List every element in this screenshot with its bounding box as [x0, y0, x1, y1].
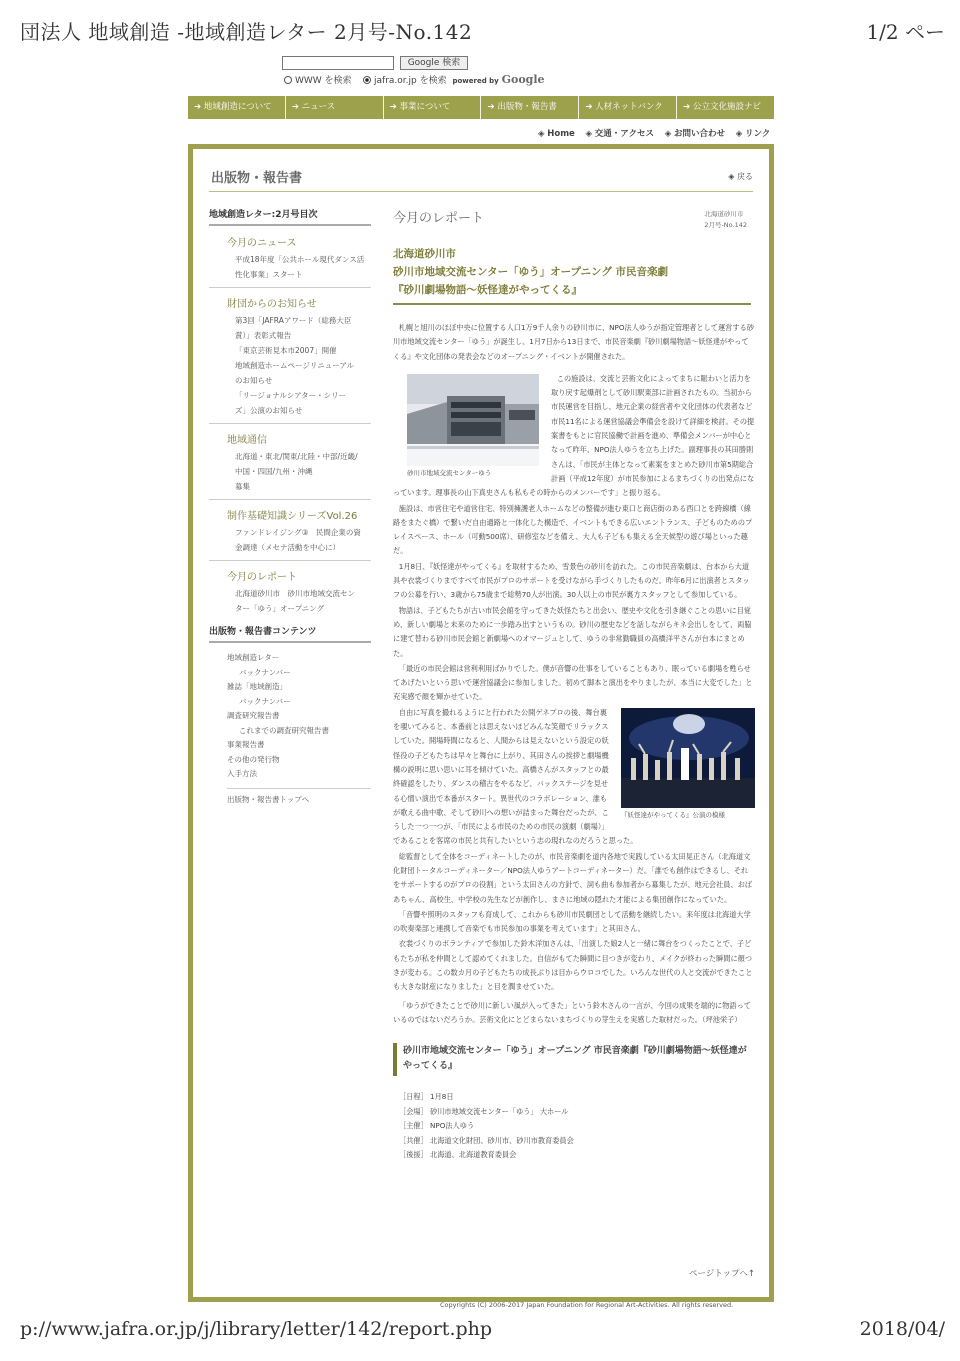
sidebar-link[interactable]: 賞）」表彰式報告	[235, 331, 292, 340]
sidebar-link[interactable]: 北海道砂川市 砂川市地域交流セン	[235, 589, 355, 598]
sidebar-link[interactable]: ファンドレイジング③ 民間企業の資	[235, 528, 361, 537]
sidebar-link[interactable]: 性化事業」スタート	[235, 270, 303, 279]
sidebar-group-title[interactable]: 財団からのお知らせ	[227, 299, 317, 310]
report-heading: 今月のレポート	[393, 211, 485, 226]
google-logo: Google	[501, 73, 545, 86]
subnav-access[interactable]: ◈ 交通・アクセス	[585, 129, 655, 139]
search-scope	[284, 73, 545, 86]
sidebar-link[interactable]: 中国・四国/九州・沖縄	[235, 467, 313, 476]
sidebar-group-title[interactable]: 今月のレポート	[227, 572, 297, 583]
sidebar-link[interactable]: 募集	[235, 482, 250, 491]
sidebar-link[interactable]: ター「ゆう」オープニング	[235, 604, 325, 613]
radio-site[interactable]	[363, 76, 371, 84]
sidebar-link[interactable]: 「リージョナルシアター・シリー	[235, 391, 347, 400]
article-lead: 札幌と旭川のほぼ中央に位置する人口1万9千人余りの砂川市に、NPO法人ゆうが指定管理者として運営する砂川市地域交流センター「ゆう」が誕生し、1月7日から13日まで、市民音楽劇『砂川劇場物語～妖怪達がやってくる』や文化団体の発表会などのオープニング・イベントが開催された。	[393, 323, 754, 361]
sidebar	[209, 207, 371, 807]
nav-item-about[interactable]: ➔ 地域創造について	[188, 96, 286, 119]
event-info-title: 砂川市地域交流センター「ゆう」オープニング 市民音楽劇『砂川劇場物語～妖怪達がやってくる』	[393, 1043, 755, 1076]
report-header	[393, 207, 755, 243]
article-body	[393, 372, 755, 1027]
article-paragraph: 「最近の市民会館は営利利用ばかりでした。僕が音響の仕事をしていることもあり、眠っている劇場を甦らせてあげたいという思いで運営協議会に参加しました。初めて脚本と演出をやりましたが、本当に大変でした」と充実感で顔を輝かせていた。	[393, 663, 753, 702]
subnav-links[interactable]: ◈ リンク	[735, 129, 771, 139]
sidebar-group-title[interactable]: 今月のニュース	[227, 238, 297, 249]
sidebar-group-title[interactable]: 制作基礎知識シリーズVol.26	[227, 511, 358, 522]
radio-site-label: jafra.or.jp を検索	[374, 76, 447, 86]
article-paragraph: 「ゆうができたことで砂川に新しい風が入ってきた」という鈴木さんの一言が、今回の成果を端的に物語っているのではないだろうか。芸術文化にとどまらないまちづくりの芽生えを実感した取材だった。（坪池栄子）	[393, 1000, 751, 1024]
article-paragraph: 施設は、市営住宅や道営住宅、特別擁護老人ホームなどの整備が進む東口と商店街のある西口とを跨線橋（線路をまたぐ橋）で繋いだ自由通路と一体化した構造で、イベントもできる広いエントランス、子どものためのプレイスペース、ホール（可動500席）、研修室などを備え、大人も子どもも集える全天候型の遊び場といった趣だ。	[393, 503, 753, 556]
event-info-list	[393, 1090, 755, 1163]
section-title: 出版物・報告書	[211, 171, 303, 186]
article	[393, 207, 755, 1163]
powered-by-label: powered by	[452, 77, 499, 85]
performance-photo-caption: 『妖怪達がやってくる』公演の模様	[621, 810, 725, 819]
back-link[interactable]: ◈ 戻る	[728, 172, 753, 181]
sidebar-link[interactable]: 雑誌「地域創造」	[227, 682, 287, 691]
article-paragraph: 衣裳づくりのボランティアで参加した鈴木洋加さんは、「出演した娘2人と一緒に舞台をつくったことで、子どもたちが私を仲間として認めてくれました。自信がもてた瞬間に目つきが変わり、メイクが終わった瞬間に顔つきが変わる。この数カ月の子どもたちの成長ぶりは目からウロコでした。いろんな世代の人と交流ができたことも大きな財産になりました」と目を潤ませていた。	[393, 939, 753, 992]
article-paragraph: 「音響や照明のスタッフも育成して、これからも砂川市民劇団として活動を継続したい。来年度は北海道大学の吹奏楽部と連携して音楽でも市民参加の事業を考えています」と其田さん。	[393, 909, 751, 934]
sidebar-link[interactable]: 金調達（メセナ活動を中心に）	[235, 543, 340, 552]
sidebar-contents-heading: 出版物・報告書コンテンツ	[209, 621, 371, 643]
print-page-title: 団法人 地域創造 -地域創造レター 2月号-No.142	[20, 20, 473, 44]
sidebar-link[interactable]: 北海道・東北/関東/北陸・中部/近畿/	[235, 452, 358, 461]
article-title: 北海道砂川市 砂川市地域交流センター「ゆう」オープニング 市民音楽劇 『砂川劇場物語～妖怪達がやってくる』	[393, 248, 668, 296]
sidebar-link[interactable]: 第3回「JAFRAアワード（総務大臣	[235, 316, 352, 325]
search-input[interactable]	[282, 56, 394, 70]
sidebar-link[interactable]: バックナンバー	[239, 667, 291, 677]
sidebar-top-link[interactable]: 出版物・報告書トップへ	[227, 788, 371, 808]
facility-photo-caption: 砂川市地域交流センターゆう	[407, 468, 492, 477]
event-info-item: ［会場］ 砂川市地域交流センター「ゆう」 大ホール	[399, 1106, 569, 1116]
event-info-item: ［後援］ 北海道、北海道教育委員会	[399, 1150, 517, 1160]
sidebar-group-notices	[209, 293, 371, 424]
event-info-item: ［日程］ 1月8日	[399, 1092, 454, 1102]
utility-nav	[530, 127, 770, 139]
subnav-contact[interactable]: ◈ お問い合わせ	[664, 129, 725, 139]
sidebar-contents-list	[209, 651, 371, 807]
divider	[209, 191, 753, 192]
google-search-button[interactable]: Google 検索	[400, 56, 468, 70]
sidebar-link[interactable]: これまでの調査研究報告書	[239, 725, 329, 735]
nav-item-talent-bank[interactable]: ➔ 人材ネットバンク	[579, 96, 677, 119]
nav-item-facility-navi[interactable]: ➔ 公立文化施設ナビ	[683, 102, 761, 112]
nav-item-news[interactable]: ➔ ニュース	[286, 96, 384, 119]
performance-photo-image	[621, 708, 755, 808]
sidebar-link[interactable]: 調査研究報告書	[227, 711, 280, 720]
sidebar-link[interactable]: その他の発行物	[227, 754, 280, 764]
sidebar-link[interactable]: 入手方法	[227, 769, 257, 778]
sidebar-group-news	[209, 232, 371, 288]
sidebar-heading: 地域創造レター:2月号目次	[209, 207, 371, 226]
sidebar-group-series	[209, 505, 371, 561]
nav-item-programs[interactable]: ➔ 事業について	[384, 96, 482, 119]
page-top-link[interactable]: ページトップへ↑	[688, 1269, 755, 1279]
nav-item-publications[interactable]: ➔ 出版物・報告書	[481, 96, 579, 119]
performance-photo	[621, 708, 755, 819]
print-page-number: 1/2 ペー	[866, 20, 945, 44]
sidebar-link[interactable]: 「東京芸術見本市2007」開催	[235, 346, 337, 355]
sidebar-link[interactable]: 平成18年度「公共ホール現代ダンス活	[235, 255, 365, 264]
article-paragraph: この施設は、交流と芸術文化によってまちに賑わいと活力を取り戻す起爆剤として砂川駅東部に計画されたもの。当初から市民運営を目指し、地元企業の経営者や文化団体の代表者など市民11名による運営協議会準備会を設けて詳細を検討。その提案書をもとに官民協働で計画を進め、準備会メンバーが中心となって昨年、NPO法人ゆうを立ち上げた。副理事長の其田勝則さんは、「市民が主体となって素案をまとめた砂川市第5期総合計画（平成12年度）が市民参加によるまちづくりの出発点になっています。理事長の山下真史さんも私もその時からのメンバーです」と振り返る。	[393, 373, 755, 498]
print-footer	[20, 1318, 945, 1348]
radio-www[interactable]	[284, 76, 292, 84]
global-nav	[188, 96, 774, 119]
sidebar-link[interactable]: のお知らせ	[235, 376, 273, 385]
site-search	[282, 56, 562, 92]
article-paragraph: 総監督として全体をコーディネートしたのが、市民音楽劇を道内各地で実践している太田晃正さん（北海道文化財団トータルコーディネーター／NPO法人ゆうアートコーディネーター）だ。「誰でも創作はできるし、それをサポートするのがプロの役割」という太田さんの方針で、詞も曲も参加者から募集したが、地元会社員、おばあちゃん、高校生、中学校の先生などが創作し、まさに地域の隠れた才能による集団創作になっていた。	[393, 851, 753, 904]
article-paragraph: 1月8日、『妖怪達がやってくる』を取材するため、雪景色の砂川を訪れた。この市民音楽劇は、台本から大道具や衣裳づくりまですべて市民がプロのサポートを受けながら手づくりしたものだ。昨年6月に出演者とスタッフの公募を行い、3歳から75歳まで総勢70人が出演。30人以上の市民が裏方スタッフとして参加している。	[393, 561, 750, 600]
event-info-item: ［主催］ NPO法人ゆう	[399, 1121, 475, 1131]
report-meta-issue: 2月号-No.142	[704, 221, 747, 229]
sidebar-group-title[interactable]: 地域通信	[227, 435, 267, 446]
facility-photo-image	[407, 374, 539, 466]
article-paragraph: 物語は、子どもたちが古い市民会館を守ってきた妖怪たちと出会い、歴史や文化を引き継ぐことの思いに目覚め、新しい劇場と未来のために一歩踏み出すというもの。砂川の歴史などを話しながらキネ会出しをして、両脇に建て替わる砂川市民会館と新劇場へのオマージュとして、ゆうの非常勤職員の高橋洋平さんが台本にまとめた。	[393, 605, 752, 658]
sidebar-link[interactable]: 地域創造ホームページリニューアル	[235, 361, 355, 370]
content-frame	[188, 144, 774, 1302]
event-info-item: ［共催］ 北海道文化財団、砂川市、砂川市教育委員会	[399, 1135, 574, 1145]
print-date: 2018/04/	[859, 1318, 945, 1340]
facility-photo	[407, 374, 539, 477]
sidebar-link[interactable]: ズ」公演のお知らせ	[235, 406, 303, 415]
print-header	[20, 16, 945, 50]
sidebar-group-regional	[209, 429, 371, 500]
sidebar-link[interactable]: バックナンバー	[239, 696, 291, 706]
subnav-home[interactable]: ◈ Home	[538, 129, 575, 139]
report-meta	[704, 209, 747, 231]
sidebar-link[interactable]: 事業報告書	[227, 740, 265, 749]
report-meta-region: 北海道砂川市	[704, 210, 744, 218]
sidebar-group-report	[209, 566, 371, 621]
copyright: Copyrights (C) 2006-2017 Japan Foundation for Regional Art-Activities. All rights reserved.	[440, 1301, 734, 1309]
print-url: p://www.jafra.or.jp/j/library/letter/142/report.php	[20, 1318, 493, 1340]
article-paragraph: 自由に写真を撮れるようにと行われた公開ゲネプロの後、舞台裏を覗いてみると、本番前とは思えないほどみんな笑顔でリラックスしていた。開場時間になると、人間からは見えないという設定の妖怪役の子どもたちは早々と舞台に上がり、其田さんの挨拶と劇場機構の説明に思い思いに耳を傾けていた。高橋さんがスタッフとの最終確認をしたり、ダンスの稽古をやるなど、バックステージを見せる心憎い演出で本番がスタート。異世代のコラボレーション、誰もが歌える曲中歌、そして砂川への想いが詰まった舞台だったが、こうした一つ一つが、「市民による市民のための市民の演劇（劇場）」であることを客席の市民と共有したいという志の現れなのだろうと思った。	[393, 707, 638, 846]
sidebar-link[interactable]: 地域創造レター	[227, 653, 280, 662]
divider	[393, 303, 751, 305]
radio-www-label: WWW を検索	[295, 76, 352, 86]
